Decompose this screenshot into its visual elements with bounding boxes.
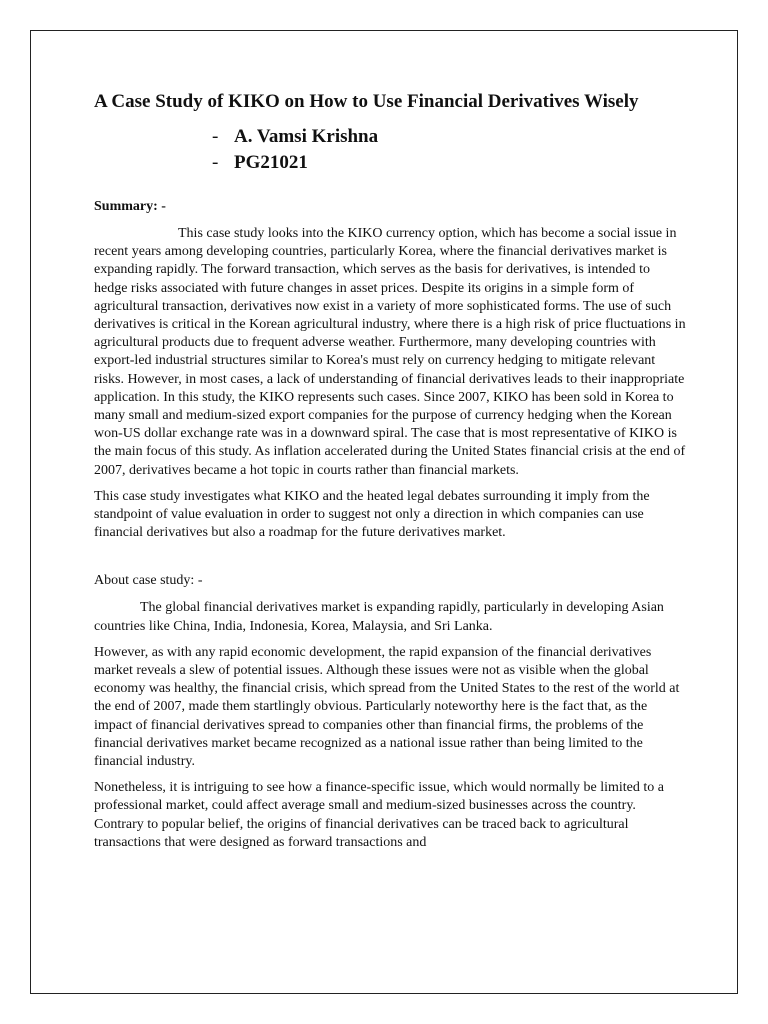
about-paragraph: However, as with any rapid economic development, the rapid expansion of the financial derivatives market reveals a slew of potential issues. Although these issues were not as visible when the global economy was healthy, the financial crisis, which spread from the United States to the rest of the world at the end of 2007, made them startlingly obvious. Particularly noteworthy here is the fact that, as the impact of financial derivatives spread to companies other than financial firms, the problems of the financial derivatives market became recognized as a national issue rather than being limited to the financial industry. <box>94 644 680 770</box>
about-paragraph: Nonetheless, it is intriguing to see how a finance-specific issue, which would normally be limited to a professional market, could affect average small and medium-sized businesses across the country. Contrary to popular belief, the origins of financial derivatives can be traced back to agricultural transactions that were designed as forward transactions and <box>94 780 664 850</box>
about-paragraph: The global financial derivatives market is expanding rapidly, particularly in developing Asian countries like China, India, Indonesia, Korea, Malaysia, and Sri Lanka. <box>94 600 664 634</box>
author-id: PG21021 <box>234 152 308 173</box>
document-content <box>94 89 686 852</box>
document-page <box>30 30 738 994</box>
author-name: A. Vamsi Krishna <box>234 126 379 147</box>
about-heading: About case study: - <box>94 573 203 589</box>
author-line <box>212 124 686 150</box>
author-line <box>212 150 686 176</box>
author-dash: - <box>212 126 219 147</box>
author-dash: - <box>212 152 219 173</box>
summary-paragraph: This case study looks into the KIKO currency option, which has become a social issue in recent years among developing countries, particularly Korea, where the financial derivatives market is expanding rapidly. The forward transaction, which serves as the basis for derivatives, is intended to hedge risks associated with future changes in asset prices. Despite its origins in a simple form of agricultural transaction, derivatives now exist in a variety of more sophisticated forms. The use of such derivatives is critical in the Korean agricultural industry, where there is a high risk of price fluctuations in agricultural products due to frequent adverse weather. Furthermore, many developing countries with export-led industrial structures similar to Korea's must rely on currency hedging to mitigate relevant risks. However, in most cases, a lack of understanding of financial derivatives leads to their inappropriate application. In this study, the KIKO represents such cases. Since 2007, KIKO has been sold in Korea to many small and medium-sized export companies for the purpose of currency hedging when the Korean won-US dollar exchange rate was in a downward spiral. The case that is most representative of KIKO is the main focus of this study. As inflation accelerated during the United States financial crisis at the end of 2007, derivatives became a hot topic in courts rather than financial markets. <box>94 226 686 478</box>
summary-paragraph: This case study investigates what KIKO and the heated legal debates surrounding it imply from the standpoint of value evaluation in order to suggest not only a direction in which companies can use financial derivatives but also a roadmap for the future derivatives market. <box>94 488 650 541</box>
document-title: A Case Study of KIKO on How to Use Financial Derivatives Wisely <box>94 91 639 112</box>
author-list <box>212 124 686 176</box>
summary-heading: Summary: - <box>94 199 166 214</box>
